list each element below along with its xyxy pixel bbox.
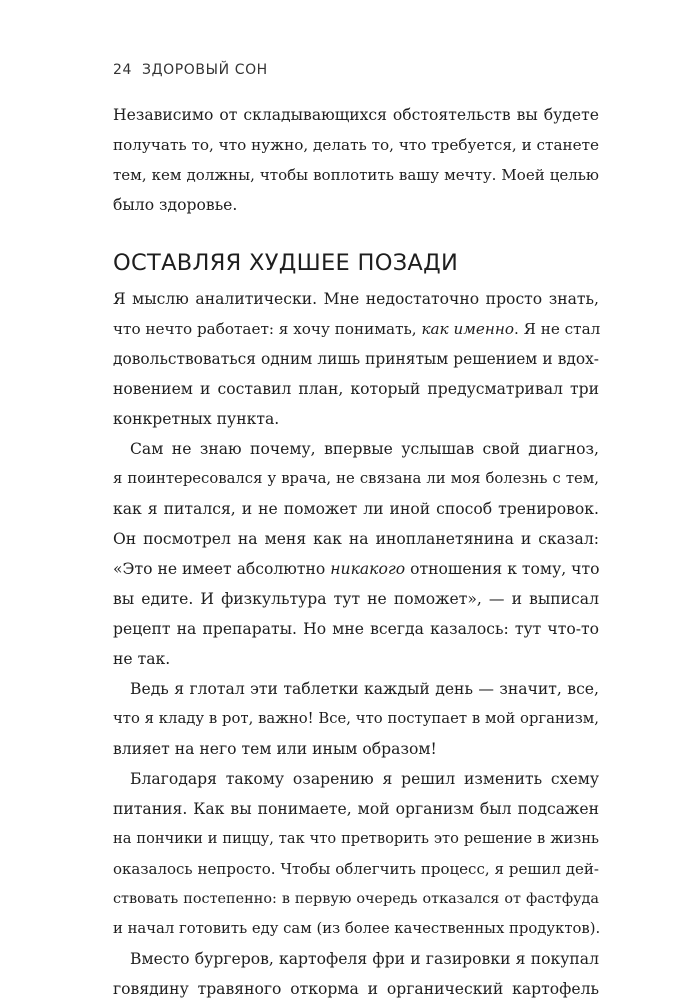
text-line: Вместо бургеров, картофеля фри и газировки я покупал <box>130 950 599 968</box>
intro-paragraph <box>113 100 599 220</box>
page-number: 24 <box>113 62 133 78</box>
text-line: Он посмотрел на меня как на инопланетянина и сказал: <box>113 530 599 548</box>
text-line: тем, кем должны, чтобы воплотить вашу мечту. Моей целью <box>113 166 599 184</box>
running-header <box>113 62 268 78</box>
text-line: на пончики и пиццу, так что претворить это решение в жизнь <box>113 830 599 847</box>
text-line: что я кладу в рот, важно! Все, что поступает в мой организм, <box>113 710 599 727</box>
text-line: рецепт на препараты. Но мне всегда казалось: тут что-то <box>113 620 599 638</box>
text-line: говядину травяного откорма и органический картофель <box>113 980 599 998</box>
text-line: я поинтересовался у врача, не связана ли моя болезнь с тем, <box>113 470 599 487</box>
text-line: оказалось непросто. Чтобы облегчить процесс, я решил дей- <box>113 860 599 878</box>
text-line: довольствоваться одним лишь принятым решением и вдох- <box>113 350 599 368</box>
text-line: Я мыслю аналитически. Мне недостаточно просто знать, <box>113 290 599 308</box>
text-line: было здоровье. <box>113 196 238 214</box>
text-line: не так. <box>113 650 171 668</box>
text-line: получать то, что нужно, делать то, что требуется, и станете <box>113 136 599 154</box>
text-line: ствовать постепенно: в первую очередь отказался от фастфуда <box>113 891 599 907</box>
text-line: питания. Как вы понимаете, мой организм был подсажен <box>113 800 599 818</box>
section-title: ОСТАВЛЯЯ ХУДШЕЕ ПОЗАДИ <box>113 250 459 276</box>
text-line: Сам не знаю почему, впервые услышав свой диагноз, <box>130 440 599 458</box>
text-line: влияет на него тем или иным образом! <box>113 740 437 758</box>
emphasis: как именно <box>421 320 514 338</box>
text-line: новением и составил план, который предусматривал три <box>113 380 599 398</box>
text-line: и начал готовить еду сам (из более качественных продуктов). <box>113 920 601 937</box>
text-line: Ведь я глотал эти таблетки каждый день — значит, все, <box>130 680 599 698</box>
text-line: конкретных пункта. <box>113 410 280 428</box>
text-line: Независимо от складывающихся обстоятельств вы будете <box>113 106 599 124</box>
text-line: Благодаря такому озарению я решил изменить схему <box>130 770 599 788</box>
text-line: вы едите. И физкультура тут не поможет», — и выписал <box>113 590 599 608</box>
text-line: что нечто работает: я хочу понимать, как именно. Я не стал <box>113 320 601 338</box>
text-line: как я питался, и не поможет ли иной способ тренировок. <box>113 500 599 518</box>
book-title: ЗДОРОВЫЙ СОН <box>142 62 268 78</box>
emphasis: никакого <box>330 560 406 578</box>
text-line: «Это не имеет абсолютно никакого отношения к тому, что <box>113 560 600 578</box>
main-text <box>113 284 599 1004</box>
